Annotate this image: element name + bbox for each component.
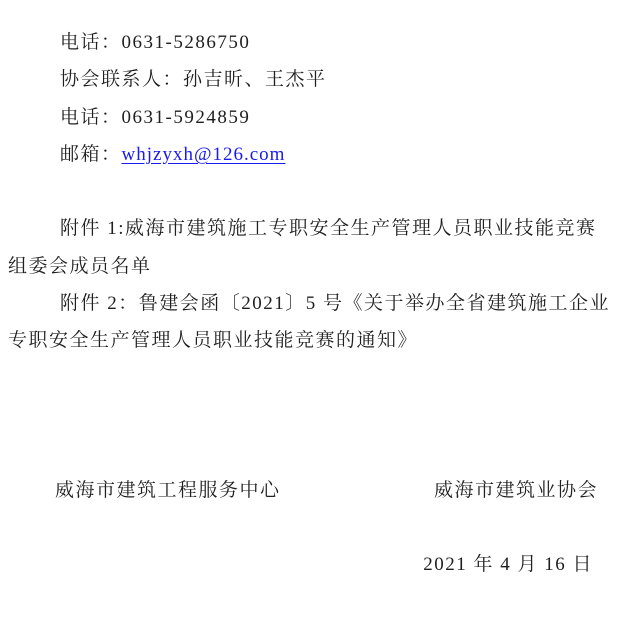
phone-line-1: 电话：0631-5286750 xyxy=(60,32,251,53)
blank-line xyxy=(0,509,641,546)
signature-right-org: 威海市建筑业协会 xyxy=(433,479,598,501)
attachment1-line1: 附件 1:威海市建筑施工专职安全生产管理人员职业技能竞赛 xyxy=(60,218,597,240)
attachment2-line1: 附件 2：鲁建会函〔2021〕5 号《关于举办全省建筑施工企业 xyxy=(60,293,611,315)
blank-line xyxy=(0,397,641,434)
email-label: 邮箱： xyxy=(60,143,122,165)
phone-line-2: 电话：0631-5924859 xyxy=(60,106,251,128)
email-line xyxy=(0,136,641,173)
attachment1-line2: 组委会成员名单 xyxy=(8,255,152,277)
attachment2-line2: 专职安全生产管理人员职业技能竞赛的通知》 xyxy=(8,330,419,352)
email-link[interactable]: whjzyxh@126.com xyxy=(121,143,286,165)
blank-line xyxy=(0,360,641,397)
signature-left-org: 威海市建筑工程服务中心 xyxy=(55,479,281,501)
blank-line xyxy=(0,173,641,210)
signature-row xyxy=(0,472,641,509)
blank-line xyxy=(0,434,641,471)
date-line: 2021 年 4 月 16 日 xyxy=(423,554,593,576)
association-contact-line: 协会联系人：孙吉昕、王杰平 xyxy=(60,69,327,91)
